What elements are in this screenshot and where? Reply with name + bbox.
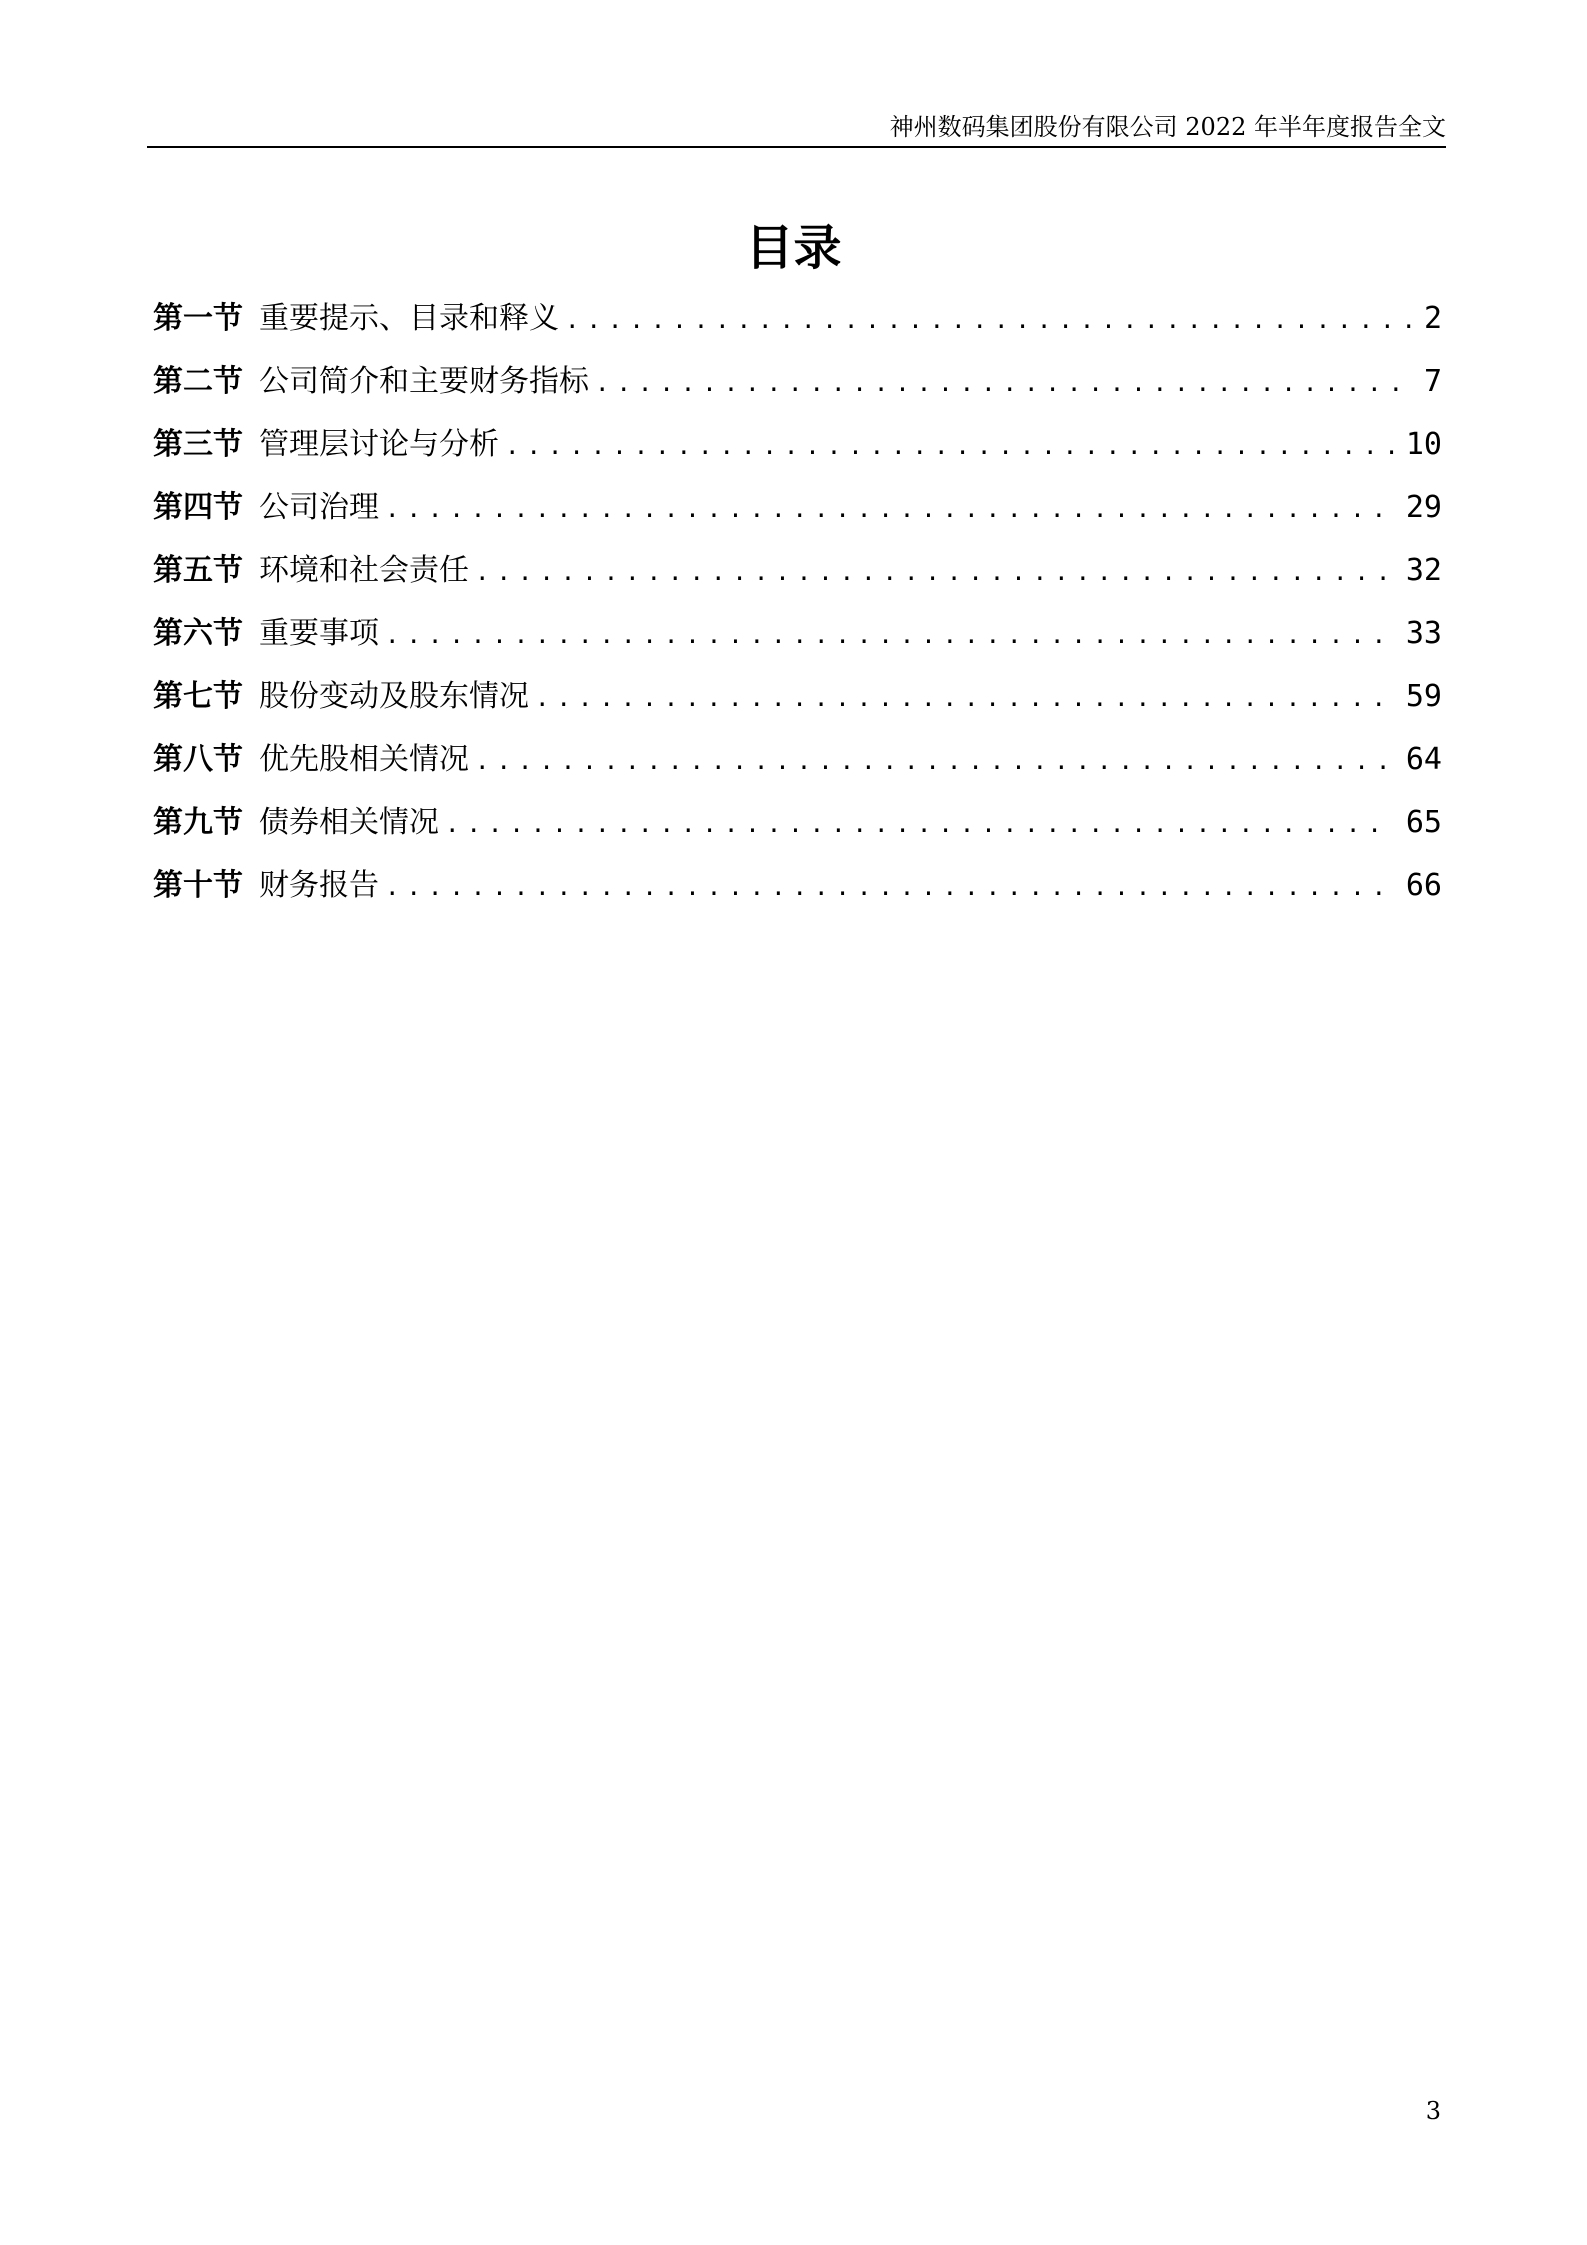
toc-leader-dots <box>385 610 1394 660</box>
toc-leader-dots <box>475 547 1394 597</box>
toc-section-name: 优先股相关情况 <box>259 742 469 777</box>
toc-leader-dots <box>505 421 1394 471</box>
toc-entry-section-8[interactable] <box>153 735 1442 798</box>
toc-entry-section-4[interactable] <box>153 483 1442 546</box>
toc-section-number: 第五节 <box>153 553 243 588</box>
toc-page-number: 59 <box>1405 679 1442 714</box>
toc-section-number: 第二节 <box>153 364 243 399</box>
toc-title: 目录 <box>745 220 842 276</box>
table-of-contents <box>153 294 1442 924</box>
header-divider <box>147 146 1446 148</box>
toc-entry-section-10[interactable] <box>153 861 1442 924</box>
toc-section-name: 财务报告 <box>259 868 379 903</box>
toc-entry-section-6[interactable] <box>153 609 1442 672</box>
toc-section-number: 第七节 <box>153 679 243 714</box>
toc-page-number: 66 <box>1405 868 1442 903</box>
toc-entry-section-7[interactable] <box>153 672 1442 735</box>
toc-section-name: 公司简介和主要财务指标 <box>259 364 589 399</box>
toc-section-name: 股份变动及股东情况 <box>259 679 529 714</box>
toc-page-number: 2 <box>1423 301 1442 336</box>
toc-entry-section-3[interactable] <box>153 420 1442 483</box>
toc-section-name: 环境和社会责任 <box>259 553 469 588</box>
toc-leader-dots <box>595 358 1412 408</box>
toc-page-number: 33 <box>1405 616 1442 651</box>
toc-section-number: 第一节 <box>153 301 243 336</box>
toc-leader-dots <box>385 862 1394 912</box>
toc-leader-dots <box>565 295 1412 345</box>
toc-leader-dots <box>445 799 1394 849</box>
toc-section-name: 公司治理 <box>259 490 379 525</box>
toc-section-number: 第四节 <box>153 490 243 525</box>
toc-leader-dots <box>385 484 1394 534</box>
toc-entry-section-9[interactable] <box>153 798 1442 861</box>
toc-section-name: 重要事项 <box>259 616 379 651</box>
toc-section-number: 第十节 <box>153 868 243 903</box>
toc-page-number: 10 <box>1405 427 1442 462</box>
footer-page-number: 3 <box>1425 2097 1441 2125</box>
toc-entry-section-5[interactable] <box>153 546 1442 609</box>
toc-section-number: 第六节 <box>153 616 243 651</box>
toc-leader-dots <box>475 736 1394 786</box>
toc-entry-section-2[interactable] <box>153 357 1442 420</box>
toc-section-number: 第八节 <box>153 742 243 777</box>
toc-page-number: 32 <box>1405 553 1442 588</box>
toc-section-name: 管理层讨论与分析 <box>259 427 499 462</box>
toc-section-name: 债券相关情况 <box>259 805 439 840</box>
toc-page-number: 65 <box>1405 805 1442 840</box>
toc-section-number: 第九节 <box>153 805 243 840</box>
toc-section-number: 第三节 <box>153 427 243 462</box>
toc-page-number: 7 <box>1423 364 1442 399</box>
toc-page-number: 29 <box>1405 490 1442 525</box>
toc-page-number: 64 <box>1405 742 1442 777</box>
document-header-title: 神州数码集团股份有限公司 2022 年半年度报告全文 <box>889 113 1446 141</box>
toc-leader-dots <box>535 673 1394 723</box>
toc-entry-section-1[interactable] <box>153 294 1442 357</box>
toc-section-name: 重要提示、目录和释义 <box>259 301 559 336</box>
